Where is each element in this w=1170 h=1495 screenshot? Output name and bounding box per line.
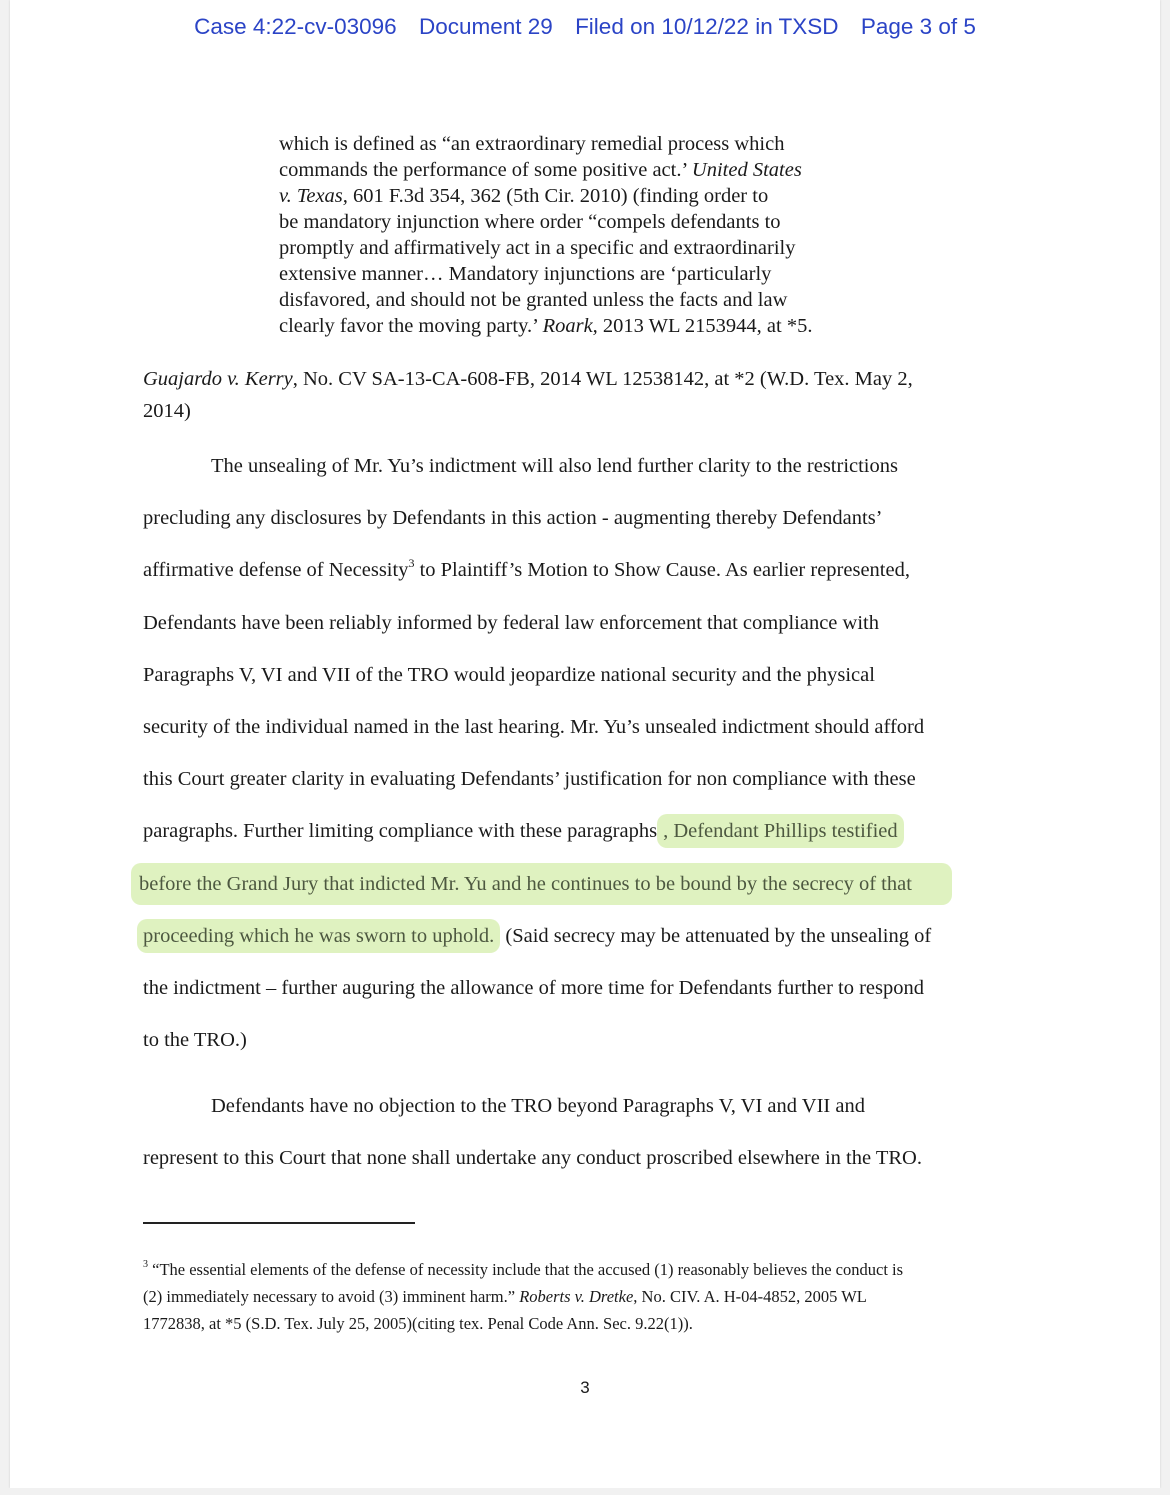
quote-line: which is defined as “an extraordinary remedial process which <box>279 133 785 155</box>
quote-line: clearly favor the moving party.’ Roark, 2013 WL 2153944, at *5. <box>279 315 813 337</box>
highlight: , Defendant Phillips testified <box>657 814 904 848</box>
paragraph-unsealing: The unsealing of Mr. Yu’s indictment will also lend further clarity to the restrictions precluding any disclosures by Defendants in this action - augmenting thereby Defendants’ affirmative defense of Necessity$^3$ to Plaintiff’s Motion to Show Cause. As earlier represented, Defendants have been reliably informed by federal law enforcement that compliance with Paragraphs V, VI and VII of the TRO would jeopardize national security and the physical security of the individual named in the last hearing. Mr. Yu’s unsealed indictment should afford this Court greater clarity in evaluating Defendants’ justification for non compliance with these paragraphs. Further limiting compliance with these paragraphs , Defendant Phillips testified before the Grand Jury that indicted Mr. Yu and he continues to be bound by the secrecy of that proceeding which he was sworn to uphold. (Said secrecy may be attenuated by the unsealing of the indictment – further auguring the allowance of more time for Defendants further to respond to the TRO.) <box>143 440 1043 1066</box>
paragraph-no-objection: Defendants have no objection to the TRO beyond Paragraphs V, VI and VII and represent to this Court that none shall undertake any conduct proscribed elsewhere in the TRO. <box>143 1095 922 1170</box>
footnote-marker: 3 <box>143 1258 148 1270</box>
page-count: Page 3 of 5 <box>860 14 976 39</box>
quote-line: commands the performance of some positive act.’ United States <box>279 159 802 181</box>
page-number: 3 <box>580 1378 590 1397</box>
case-header <box>0 14 1170 40</box>
case-citation: Guajardo v. Kerry, No. CV SA-13-CA-608-FB, 2014 WL 12538142, at *2 (W.D. Tex. May 2, 2014) <box>143 368 913 422</box>
page-margin <box>0 1488 1170 1495</box>
footnote-ref: 3 <box>408 555 415 570</box>
quote-line: promptly and affirmatively act in a specific and extraordinarily <box>279 237 796 259</box>
quote-line: disfavored, and should not be granted unless the facts and law <box>279 289 788 311</box>
quote-line: be mandatory injunction where order “compels defendants to <box>279 211 781 233</box>
highlight: before the Grand Jury that indicted Mr. Yu and he continues to be bound by the secrecy of that <box>131 863 952 905</box>
filed-date: Filed on 10/12/22 in TXSD <box>575 14 839 39</box>
case-number: Case 4:22-cv-03096 <box>194 14 397 39</box>
quote-line: v. Texas, 601 F.3d 354, 362 (5th Cir. 2010) (finding order to <box>279 185 769 207</box>
block-quote <box>279 131 919 339</box>
document-number: Document 29 <box>418 14 553 39</box>
highlight: proceeding which he was sworn to uphold. <box>137 919 500 953</box>
footnote-divider <box>143 1222 415 1224</box>
footnote: $^3$ “The essential elements of the defense of necessity include that the accused (1) reasonably believes the conduct is (2) immediately necessary to avoid (3) imminent harm.” Roberts v. Dretke, No. CIV. A. H-04-4852, 2005 WL 1772838, at *5 (S.D. Tex. July 25, 2005)(citing tex. Penal Code Ann. Sec. 9.22(1)). <box>143 1258 904 1333</box>
quote-line: extensive manner… Mandatory injunctions are ‘particularly <box>279 263 772 285</box>
